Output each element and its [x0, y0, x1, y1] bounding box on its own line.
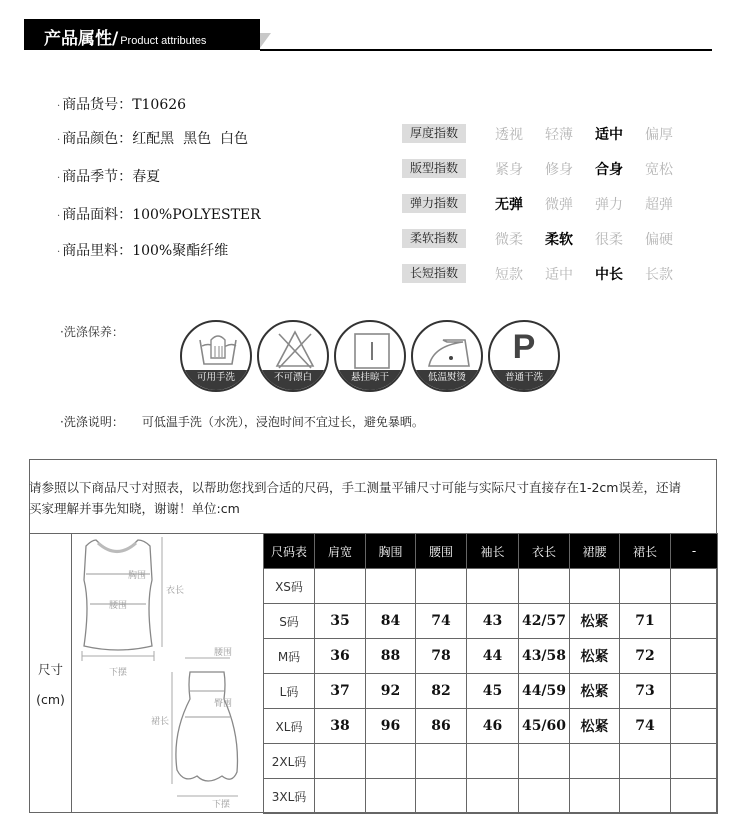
- table-cell: [620, 569, 671, 604]
- attr-color: · 商品颜色：红配黑 黑色 白色: [57, 131, 248, 147]
- index-option: 轻薄: [545, 127, 573, 143]
- table-cell: [366, 744, 416, 779]
- table-cell: 松紧: [570, 604, 620, 639]
- care-low-iron-label: 低温熨烫: [427, 372, 466, 383]
- care-dry-clean-label: 普通干洗: [504, 372, 543, 383]
- size-chart-note: 请参照以下商品尺寸对照表，以帮助您找到合适的尺码，手工测量平铺尺寸可能与实际尺寸直接存在1-2cm误差，还请 买家理解并事先知晓，谢谢！单位:cm: [29, 480, 681, 516]
- column-header: 裙长: [620, 534, 671, 569]
- index-label: 厚度指数: [402, 124, 466, 143]
- table-cell: [620, 744, 671, 779]
- index-label: 弹力指数: [402, 194, 466, 213]
- table-cell: [671, 639, 718, 674]
- svg-text:下摆: 下摆: [212, 800, 231, 810]
- table-cell: 74: [620, 709, 671, 744]
- table-cell: 松紧: [570, 674, 620, 709]
- table-row: [264, 779, 718, 814]
- table-cell: 46: [467, 709, 519, 744]
- table-cell: 88: [366, 639, 416, 674]
- care-hang-dry-label: 悬挂晾干: [350, 372, 389, 383]
- table-cell: 44: [467, 639, 519, 674]
- care-label: ·洗涤保养：: [60, 325, 124, 339]
- table-cell: [671, 674, 718, 709]
- index-option: 宽松: [645, 162, 673, 178]
- index-option-selected: 柔软: [545, 232, 573, 248]
- table-cell: [620, 779, 671, 814]
- table-cell: 72: [620, 639, 671, 674]
- size-label: M码: [264, 639, 315, 674]
- table-cell: [315, 569, 366, 604]
- svg-text:臀围: 臀围: [214, 699, 233, 709]
- size-table-header: [264, 534, 718, 569]
- size-unit-label: 尺寸: [37, 662, 63, 677]
- table-cell: [467, 779, 519, 814]
- attr-lining: · 商品里料：100%聚酯纤维: [57, 243, 229, 259]
- table-cell: [570, 744, 620, 779]
- size-table: [263, 533, 718, 814]
- table-cell: [570, 779, 620, 814]
- index-label: 柔软指数: [402, 229, 466, 248]
- table-cell: 36: [315, 639, 366, 674]
- svg-text:衣长: 衣长: [166, 586, 185, 596]
- care-dry-clean: [488, 320, 560, 392]
- svg-text:下摆: 下摆: [109, 668, 128, 678]
- size-label: S码: [264, 604, 315, 639]
- table-cell: [416, 779, 467, 814]
- table-cell: 35: [315, 604, 366, 639]
- section-title-cn: 产品属性/: [44, 29, 119, 49]
- table-row: [264, 604, 718, 639]
- section-title-en: Product attributes: [120, 35, 207, 47]
- table-cell: [519, 779, 570, 814]
- table-cell: 37: [315, 674, 366, 709]
- table-cell: 43/58: [519, 639, 570, 674]
- table-cell: 82: [416, 674, 467, 709]
- index-option: 微柔: [495, 232, 523, 248]
- table-cell: 38: [315, 709, 366, 744]
- index-option: 修身: [545, 162, 573, 178]
- wash-instructions: [60, 413, 424, 430]
- table-row: [264, 569, 718, 604]
- index-option-selected: 中长: [595, 267, 623, 283]
- column-header: 尺码表: [264, 534, 315, 569]
- column-header: 衣长: [519, 534, 570, 569]
- index-option-selected: 无弹: [495, 197, 523, 213]
- size-label: XL码: [264, 709, 315, 744]
- table-cell: [416, 744, 467, 779]
- table-cell: 74: [416, 604, 467, 639]
- table-cell: 96: [366, 709, 416, 744]
- index-option: 很柔: [595, 232, 623, 248]
- size-label: XS码: [264, 569, 315, 604]
- table-cell: [467, 569, 519, 604]
- attr-item-number: · 商品货号：T10626: [57, 97, 187, 113]
- care-hang-dry: [334, 320, 406, 392]
- table-cell: [315, 744, 366, 779]
- table-cell: [570, 569, 620, 604]
- index-option: 短款: [495, 267, 523, 283]
- care-low-iron: [411, 320, 483, 392]
- column-header: -: [671, 534, 718, 569]
- table-cell: [416, 569, 467, 604]
- table-cell: 78: [416, 639, 467, 674]
- table-cell: [671, 779, 718, 814]
- size-label: 3XL码: [264, 779, 315, 814]
- column-header: 裙腰: [570, 534, 620, 569]
- table-cell: 84: [366, 604, 416, 639]
- table-cell: [467, 744, 519, 779]
- table-cell: 松紧: [570, 639, 620, 674]
- attr-fabric: · 商品面料：100%POLYESTER: [57, 207, 261, 223]
- index-option-selected: 合身: [595, 162, 623, 178]
- table-cell: 44/59: [519, 674, 570, 709]
- index-option: 偏厚: [645, 127, 673, 143]
- table-cell: [671, 604, 718, 639]
- table-cell: 43: [467, 604, 519, 639]
- index-option: 微弹: [545, 197, 573, 213]
- column-header: 腰围: [416, 534, 467, 569]
- wash-instructions-label: ·洗涤说明：: [60, 415, 124, 429]
- table-cell: [519, 569, 570, 604]
- column-header: 袖长: [467, 534, 519, 569]
- index-option: 弹力: [595, 197, 623, 213]
- table-cell: 86: [416, 709, 467, 744]
- svg-text:腰围: 腰围: [214, 648, 233, 658]
- table-cell: [671, 744, 718, 779]
- header-triangle-decoration: [260, 33, 271, 48]
- size-label: L码: [264, 674, 315, 709]
- table-row: [264, 674, 718, 709]
- table-cell: 45: [467, 674, 519, 709]
- table-cell: 92: [366, 674, 416, 709]
- table-cell: [671, 569, 718, 604]
- table-cell: [519, 744, 570, 779]
- care-hand-wash-label: 可用手洗: [196, 372, 235, 383]
- care-no-bleach: [257, 320, 329, 392]
- svg-text:胸围: 胸围: [128, 571, 147, 581]
- dry-clean-icon: P: [512, 328, 536, 366]
- svg-text:裙长: 裙长: [151, 717, 170, 727]
- table-row: [264, 744, 718, 779]
- table-row: [264, 639, 718, 674]
- index-option: 紧身: [495, 162, 523, 178]
- table-cell: 42/57: [519, 604, 570, 639]
- wash-instructions-text: 可低温手洗（水洗），浸泡时间不宜过长，避免暴晒。: [141, 415, 424, 429]
- table-cell: [671, 709, 718, 744]
- column-header: 肩宽: [315, 534, 366, 569]
- index-option-selected: 适中: [595, 127, 623, 143]
- index-option: 长款: [645, 267, 673, 283]
- table-cell: 71: [620, 604, 671, 639]
- care-hand-wash: [180, 320, 252, 392]
- table-cell: [366, 569, 416, 604]
- index-label: 长短指数: [402, 264, 466, 283]
- size-unit: (cm): [36, 692, 65, 707]
- care-no-bleach-label: 不可漂白: [273, 372, 312, 383]
- size-label: 2XL码: [264, 744, 315, 779]
- table-cell: [315, 779, 366, 814]
- header-underline: [260, 49, 712, 51]
- column-header: 胸围: [366, 534, 416, 569]
- index-label: 版型指数: [402, 159, 466, 178]
- table-cell: 73: [620, 674, 671, 709]
- table-cell: [366, 779, 416, 814]
- attr-season: · 商品季节：春夏: [57, 169, 161, 185]
- section-title: [44, 24, 206, 49]
- index-option: 超弹: [645, 197, 673, 213]
- garment-measurement-diagram: [72, 534, 262, 812]
- table-cell: 松紧: [570, 709, 620, 744]
- table-row: [264, 709, 718, 744]
- index-option: 偏硬: [645, 232, 673, 248]
- index-option: 透视: [495, 127, 523, 143]
- index-option: 适中: [545, 267, 573, 283]
- svg-text:腰围: 腰围: [109, 601, 128, 611]
- table-cell: 45/60: [519, 709, 570, 744]
